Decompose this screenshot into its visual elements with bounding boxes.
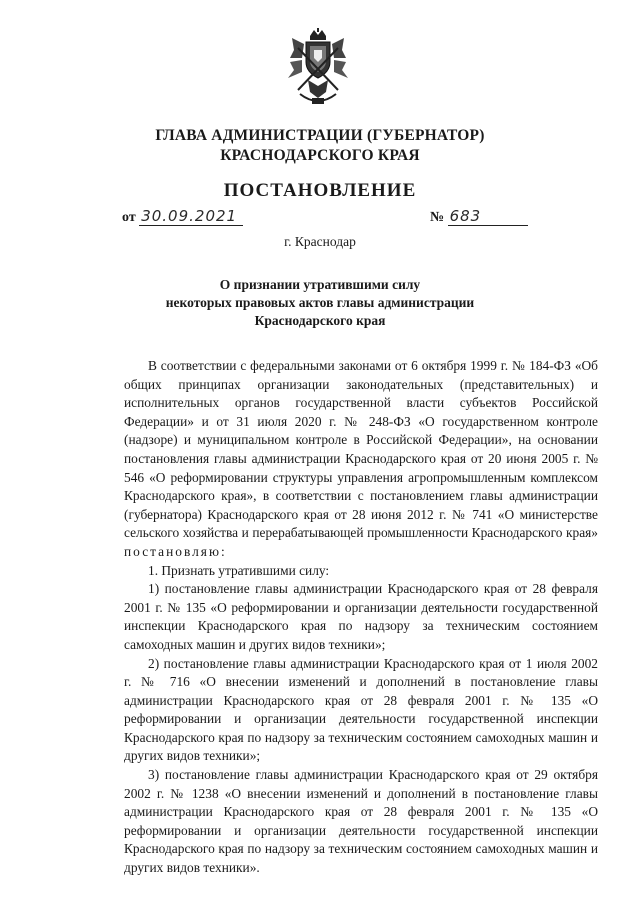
preamble-paragraph — [124, 357, 598, 562]
organization-title — [0, 126, 640, 166]
coat-of-arms-icon — [286, 28, 350, 108]
subject-line: О признании утратившими силу — [219, 277, 421, 292]
document-date — [122, 207, 243, 226]
item-paragraph: 2) постановление главы администрации Краснодарского края от 1 июля 2002 г. № 716 «О внесении изменений и дополнений в постановление главы администрации Краснодарского края от 28 февраля 2001 г. № 135 «О реформировании и организации деятельности государственной инспекции Краснодарского края по надзору за техническим состоянием самоходных машин и других видов техники»; — [124, 655, 598, 764]
organization-title-line: ГЛАВА АДМИНИСТРАЦИИ (ГУБЕРНАТОР) — [155, 127, 485, 144]
city: г. Краснодар — [284, 234, 356, 249]
item-paragraph: 3) постановление главы администрации Краснодарского края от 29 октября 2002 г. № 1238 «О внесении изменений и дополнений в постановление главы администрации Краснодарского края от 28 февраля 2001 г. № 135 «О реформировании и организации деятельности государственной инспекции Краснодарского края по надзору за техническим состоянием самоходных машин и других видов техники». — [124, 767, 598, 876]
organization-title-line: КРАСНОДАРСКОГО КРАЯ — [220, 147, 420, 164]
number-label: № — [430, 210, 445, 225]
item-paragraph: 1. Признать утратившими силу: — [148, 562, 330, 578]
document-kind: ПОСТАНОВЛЕНИЕ — [223, 180, 417, 201]
date-label: от — [122, 210, 136, 225]
subject-line: Краснодарского края — [254, 313, 386, 328]
document-number — [430, 207, 528, 226]
document-subject — [0, 276, 640, 330]
date-value: 30.09.2021 — [139, 207, 243, 226]
preamble-text: В соответствии с федеральными законами от 6 октября 1999 г. № 184-ФЗ «Об общих принципах организации законодательных (представительных) и исполнительных органов государственной власти субъектов Российской Федерации» и от 31 июля 2020 г. № 248-ФЗ «О государственном контроле (надзоре) и муниципальном контроле в Российской Федерации», на основании постановления главы администрации Краснодарского края от 20 июня 2005 г. № 546 «О реформировании структуры управления агропромышленным комплексом Краснодарского края», в соответствии с постановлением главы администрации (губернатора) Краснодарского края от 28 июня 2012 г. № 741 «О министерстве сельского хозяйства и перерабатывающей промышленности Краснодарского края» — [124, 358, 598, 541]
number-value: 683 — [448, 207, 528, 226]
resolve-word: постановляю: — [124, 543, 227, 559]
document-body — [124, 357, 598, 878]
item-paragraph: 1) постановление главы администрации Краснодарского края от 28 февраля 2001 г. № 135 «О реформировании и организации деятельности государственной инспекции Краснодарского края по надзору за техническим состоянием самоходных машин и других видов техники»; — [124, 581, 598, 652]
subject-line: некоторых правовых актов главы администрации — [165, 295, 475, 310]
